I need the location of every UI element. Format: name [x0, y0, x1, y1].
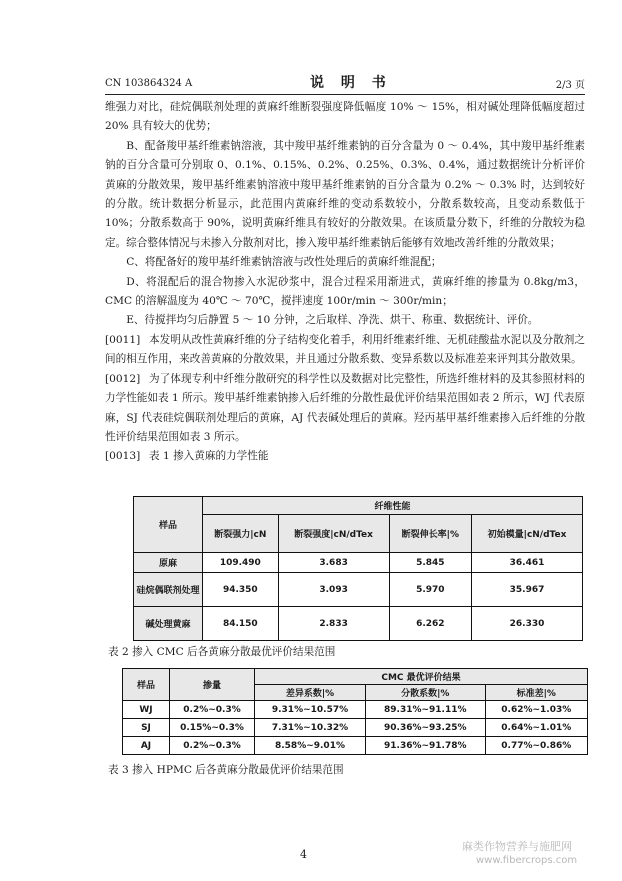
table1-caption: 表 1 掺入黄麻的力学性能: [149, 450, 269, 463]
table-cell: 90.36%~93.25%: [365, 719, 485, 737]
document-body: [105, 98, 585, 467]
table-cell: 7.31%~10.32%: [255, 719, 366, 737]
table-header-cell: 样品: [123, 669, 170, 701]
paragraph-step-c: C、将配备好的羧甲基纤维素钠溶液与改性处理后的黄麻纤维混配；: [126, 256, 442, 269]
page-header: [105, 74, 585, 92]
table-row: [123, 719, 588, 737]
paragraph-number: [0012]: [105, 372, 141, 385]
table-cell: 35.967: [472, 573, 583, 607]
table3-caption: 表 3 掺入 HPMC 后各黄麻分散最优评价结果范围: [108, 764, 344, 776]
watermark-url: www.fibercrops.com: [476, 855, 578, 866]
table-row: [123, 737, 588, 755]
table-cell: 0.62%~1.03%: [485, 701, 587, 719]
paragraph-step-b: B、配备羧甲基纤维素钠溶液，其中羧甲基纤维素钠的百分含量为 0 ～ 0.4%，其中羧甲基纤维素钠的百分含量可分别取 0、0.1%、0.15%、0.2%、0.25%、0.3%、0.4%，通过数据统计分析评价黄麻的分散效果，羧甲基纤维素钠溶液中羧甲基纤维素钠的百分含量为 0.2% ～ 0.3% 时，达到较好的分散。统计数据分析显示，此范围内黄麻纤维的变动系数较小，分散系数较高，且变动系数低于 10%；分散系数高于 90%，说明黄麻纤维具有较好的分散效果。在该质量分数下，纤维的分散较为稳定。综合整体情况与未掺入分散剂对比，掺入羧甲基纤维素钠后能够有效地改善纤维的分散效果；: [105, 139, 585, 249]
table-cell: 3.683: [278, 553, 389, 573]
table-header-cell: 差异系数|%: [255, 685, 366, 701]
table-cell: 碱处理黄麻: [134, 607, 203, 641]
table-2-cmc-results: [122, 668, 588, 755]
table-header-cell: 断裂强度|cN/dTex: [278, 515, 389, 553]
patent-number: CN 103864324 A: [105, 77, 193, 89]
table2-caption: 表 2 掺入 CMC 后各黄麻分散最优评价结果范围: [108, 646, 336, 658]
table-header-cell: 掺量: [170, 669, 255, 701]
table-cell: 6.262: [389, 607, 472, 641]
table-cell: SJ: [123, 719, 170, 737]
table-cell: 36.461: [472, 553, 583, 573]
table-cell: 原麻: [134, 553, 203, 573]
watermark-name: 麻类作物营养与施肥网: [462, 840, 572, 853]
table-cell: 94.350: [203, 573, 279, 607]
table-cell: WJ: [123, 701, 170, 719]
page-number: 4: [300, 848, 307, 861]
table-cell: 硅烷偶联剂处理: [134, 573, 203, 607]
table-header-cell: 纤维性能: [203, 497, 583, 515]
table-cell: 0.64%~1.01%: [485, 719, 587, 737]
table-header-cell: 断裂伸长率|%: [389, 515, 472, 553]
table-cell: 9.31%~10.57%: [255, 701, 366, 719]
table-cell: 91.36%~91.78%: [365, 737, 485, 755]
table-header-cell: 样品: [134, 497, 203, 553]
paragraph-text: 本发明从改性黄麻纤维的分子结构变化着手，利用纤维素纤维、无机硅酸盐水泥以及分散剂之间的相互作用，来改善黄麻的分散效果，并且通过分散系数、变异系数以及标准差来评判其分散效果。: [105, 333, 585, 366]
table-cell: 0.2%~0.3%: [170, 701, 255, 719]
table-cell: 0.77%~0.86%: [485, 737, 587, 755]
table-header-cell: 初始模量|cN/dTex: [472, 515, 583, 553]
table-cell: 84.150: [203, 607, 279, 641]
table-row: [134, 553, 583, 573]
table-header-cell: 标准差|%: [485, 685, 587, 701]
paragraph-0011: [105, 331, 585, 370]
header-rule: [105, 94, 585, 95]
table-cell: 2.833: [278, 607, 389, 641]
table-cell: AJ: [123, 737, 170, 755]
paragraph-number: [0013]: [105, 450, 141, 463]
table-cell: 89.31%~91.11%: [365, 701, 485, 719]
table-header-cell: 断裂强力|cN: [203, 515, 279, 553]
page-indicator: 2/3 页: [555, 79, 585, 91]
paragraph-1: 维强力对比，硅烷偶联剂处理的黄麻纤维断裂强度降低幅度 10% ～ 15%，相对碱处理降低幅度超过 20% 具有较大的优势；: [105, 101, 585, 133]
table-row: [134, 607, 583, 641]
table-cell: 26.330: [472, 607, 583, 641]
watermark: [462, 840, 622, 868]
table-cell: 3.093: [278, 573, 389, 607]
table-cell: 0.2%~0.3%: [170, 737, 255, 755]
paragraph-text: 为了体现专利中纤维分散研究的科学性以及数据对比完整性，所选纤维材料的及其参照材料的力学性能如表 1 所示。羧甲基纤维素钠掺入后纤维的分散性最优评价结果范围如表 2 所示，WJ 代表原麻，SJ 代表硅烷偶联剂处理后的黄麻，AJ 代表碱处理后的黄麻。羟丙基甲基纤维素掺入后纤维的分散性评价结果范围如表 3 所示。: [105, 372, 585, 443]
table-cell: 109.490: [203, 553, 279, 573]
paragraph-number: [0011]: [105, 333, 141, 346]
table-cell: 0.15%~0.3%: [170, 719, 255, 737]
paragraph-step-d: D、将混配后的混合物掺入水泥砂浆中，混合过程采用渐进式，黄麻纤维的掺量为 0.8kg/m3，CMC 的溶解温度为 40℃ ～ 70℃，搅拌速度 100r/min ～ 300r/min；: [105, 275, 585, 308]
table-row: [123, 701, 588, 719]
paragraph-0013: [105, 447, 585, 466]
table-cell: 5.970: [389, 573, 472, 607]
document-title: 说 明 书: [310, 75, 392, 91]
table-row: [134, 573, 583, 607]
paragraph-step-e: E、待搅拌均匀后静置 5 ～ 10 分钟，之后取样、净洗、烘干、称重、数据统计、评价。: [126, 314, 539, 327]
table-cell: 5.845: [389, 553, 472, 573]
table-1-mechanical-properties: [133, 496, 583, 641]
table-header-cell: 分散系数|%: [365, 685, 485, 701]
paragraph-0012: [105, 370, 585, 448]
table-header-cell: CMC 最优评价结果: [255, 669, 588, 685]
table-cell: 8.58%~9.01%: [255, 737, 366, 755]
